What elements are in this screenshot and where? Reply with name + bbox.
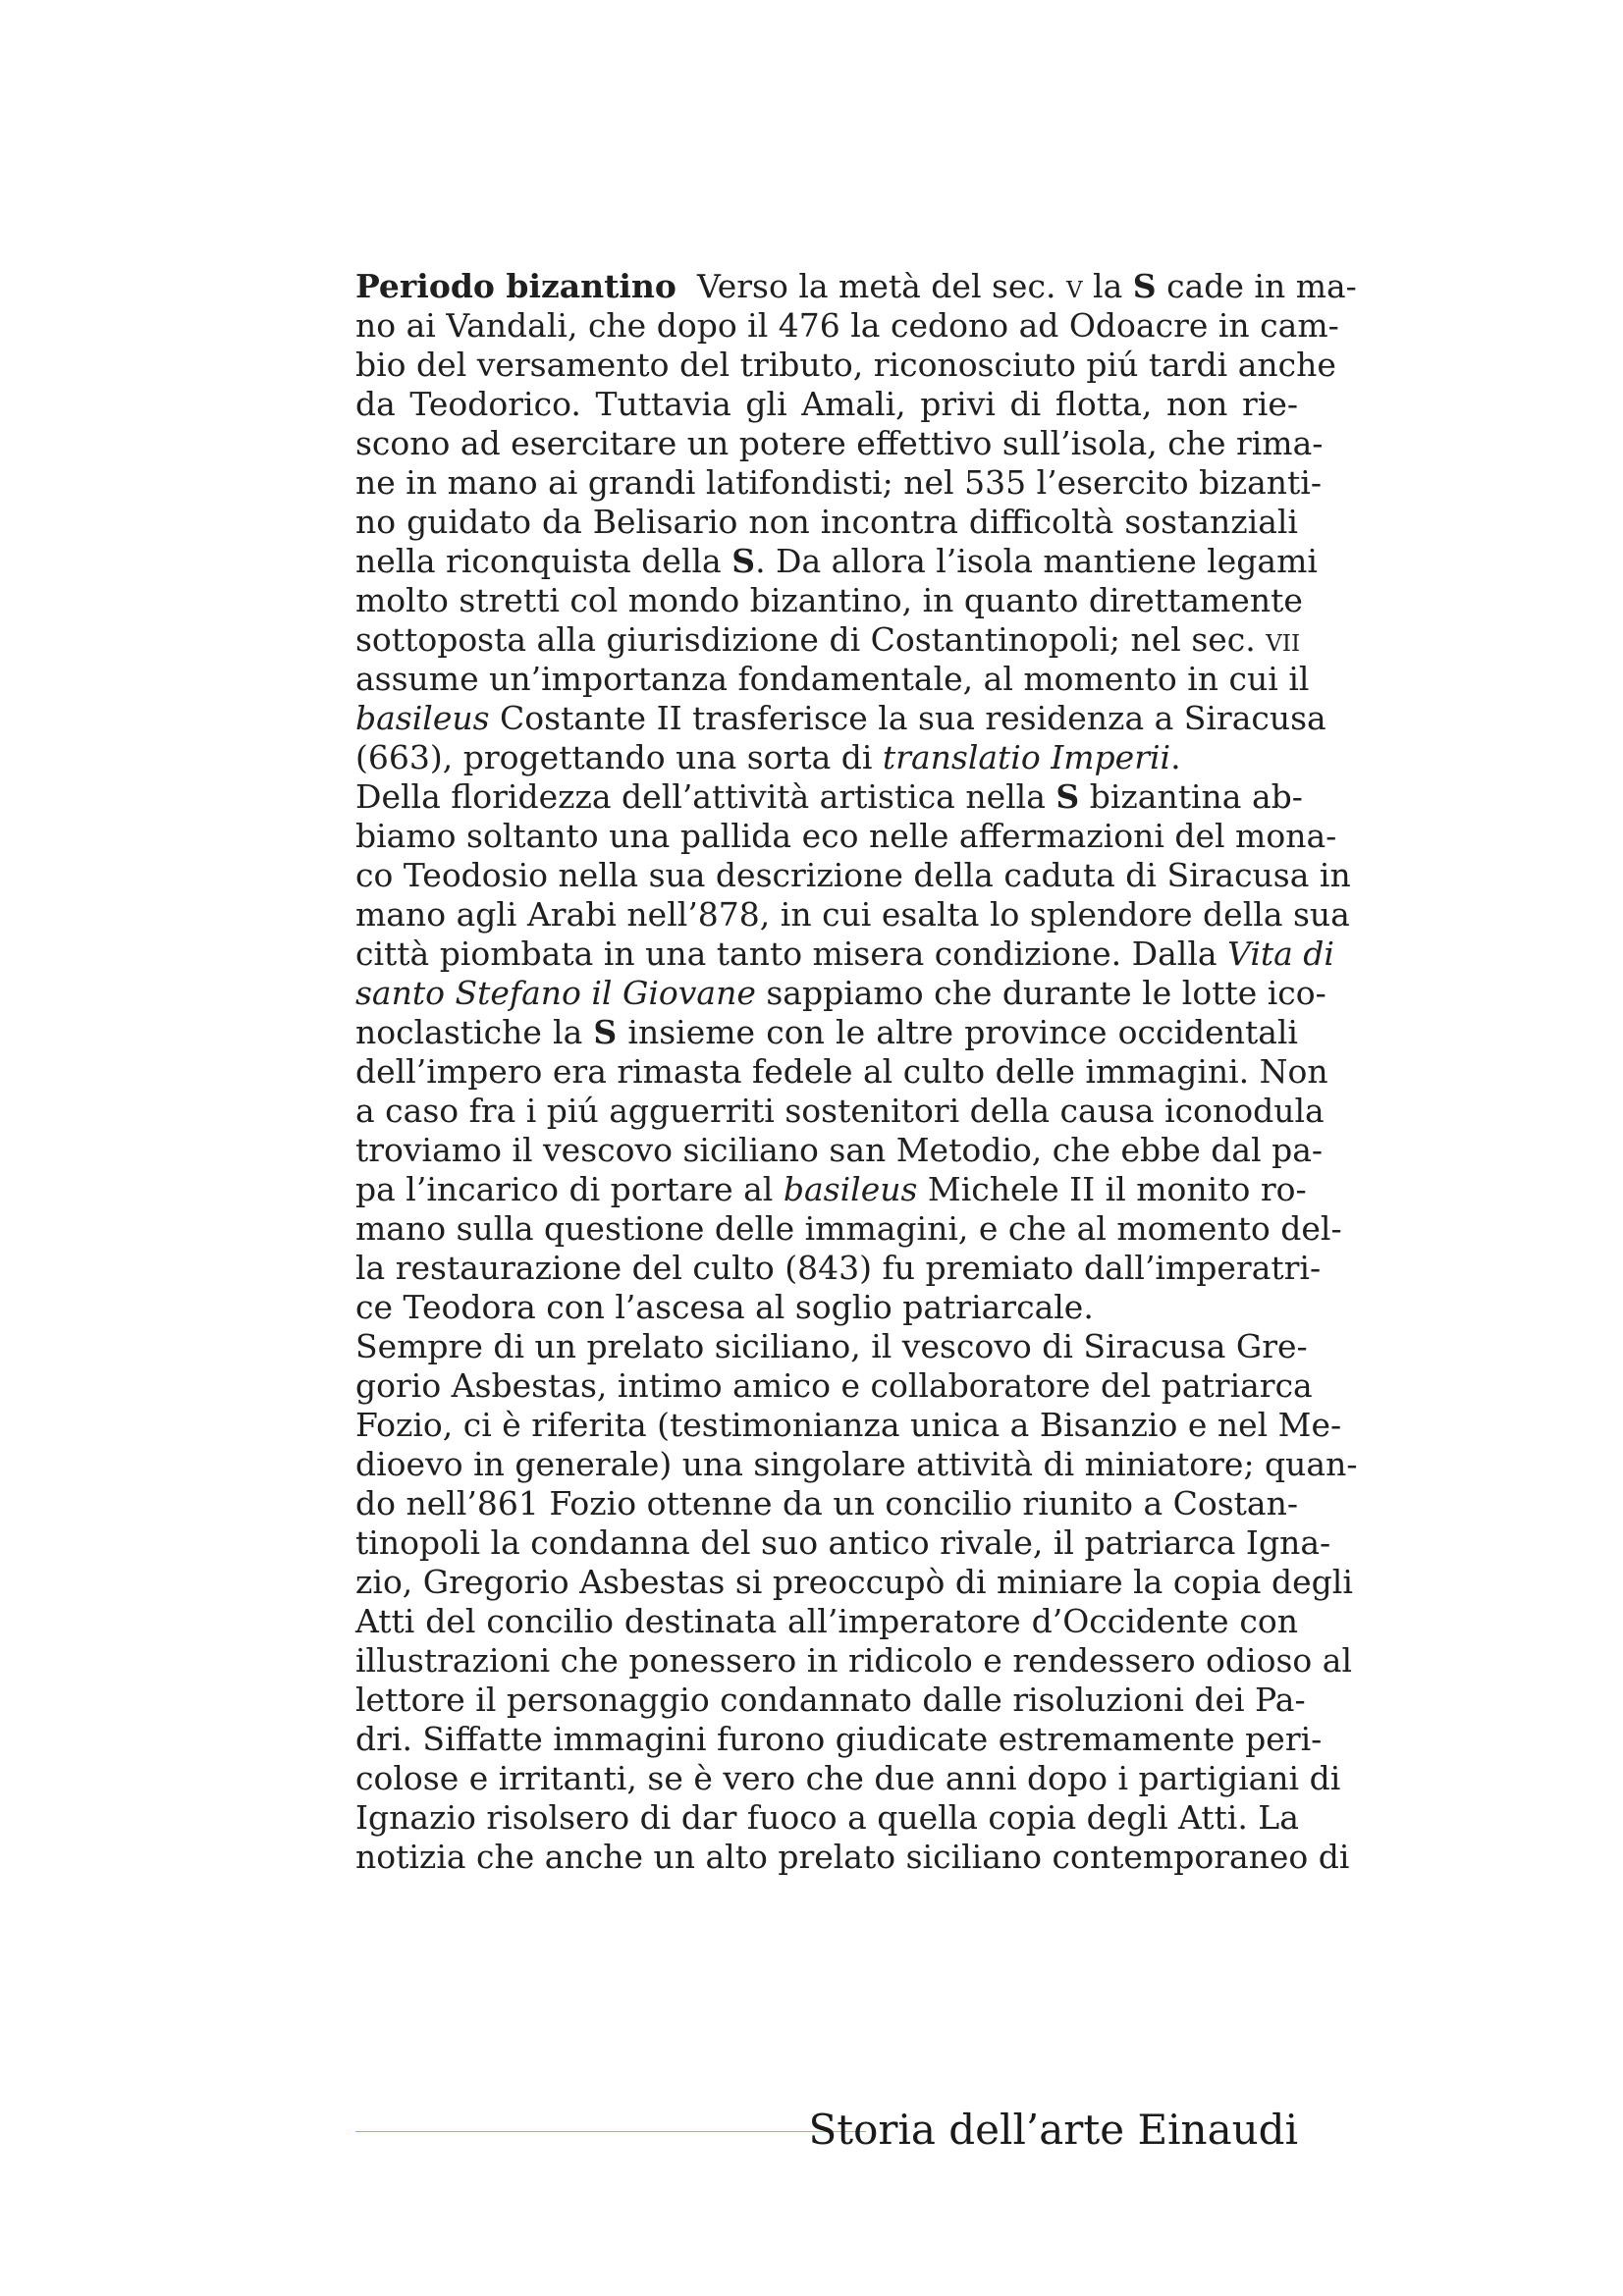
text-line: no ai Vandali, che dopo il 476 la cedono ad Odoacre in cam-	[355, 306, 1339, 345]
text-line: la restaurazione del culto (843) fu premiato dall’imperatri-	[355, 1249, 1322, 1287]
section-heading: Periodo bizantino	[355, 267, 676, 305]
text-line: Fozio, ci è riferita (testimonianza unica a Bisanzio e nel Me-	[355, 1406, 1342, 1444]
text-line: mano agli Arabi nell’878, in cui esalta lo splendore della sua	[355, 895, 1350, 934]
text-line: assume un’importanza fondamentale, al momento in cui il	[355, 660, 1310, 698]
text-line: do nell’861 Fozio ottenne da un concilio riunito a Costan-	[355, 1484, 1298, 1522]
text-line: molto stretti col mondo bizantino, in quanto direttamente	[355, 581, 1303, 619]
text-line: tinopoli la condanna del suo antico rivale, il patriarca Igna-	[355, 1523, 1331, 1562]
text-run: la	[1082, 267, 1133, 305]
text-line: ce Teodora con l’ascesa al soglio patriarcale.	[355, 1288, 1094, 1326]
text-run: Michele II il monito ro-	[917, 1170, 1307, 1208]
text-line	[355, 1013, 1298, 1052]
page-body	[355, 267, 1358, 1877]
text-line	[355, 620, 1301, 660]
sicily-abbrev: S	[1055, 777, 1080, 816]
text-line	[355, 699, 1326, 738]
text-run: . Da allora l’isola mantiene legami	[755, 542, 1318, 580]
text-line: illustrazioni che ponessero in ridicolo e rendessero odioso al	[355, 1641, 1352, 1680]
text-line	[355, 1170, 1307, 1209]
italic-term: Vita di	[1227, 934, 1334, 973]
text-line: da Teodorico. Tuttavia gli Amali, privi di flotta, non rie-	[355, 385, 1298, 423]
text-run: .	[1170, 738, 1181, 776]
text-line: dell’impero era rimasta fedele al culto delle immagini. Non	[355, 1052, 1328, 1091]
text-run: Costante II trasferisce la sua residenza a Siracusa	[489, 699, 1326, 737]
italic-term: santo Stefano il Giovane	[355, 974, 756, 1012]
text-run: pa l’incarico di portare al	[355, 1170, 784, 1208]
text-line: lettore il personaggio condannato dalle risoluzioni dei Pa-	[355, 1681, 1306, 1719]
text-line: co Teodosio nella sua descrizione della caduta di Siracusa in	[355, 856, 1351, 894]
italic-term: translatio Imperii	[882, 738, 1171, 776]
sicily-abbrev: S	[731, 542, 756, 580]
text-run: nella riconquista della	[355, 542, 732, 580]
text-line: biamo soltanto una pallida eco nelle affermazioni del mona-	[355, 817, 1337, 855]
text-line	[355, 542, 1318, 581]
sicily-abbrev: S	[593, 1013, 618, 1051]
text-line: Atti del concilio destinata all’imperatore d’Occidente con	[355, 1602, 1298, 1640]
italic-term: basileus	[355, 699, 490, 737]
text-line	[355, 974, 1326, 1013]
century-numeral: v	[1065, 267, 1083, 305]
text-line: scono ad esercitare un potere effettivo sull’isola, che rima-	[355, 424, 1324, 462]
footer-title: Storia dell’arte Einaudi	[808, 2106, 1298, 2154]
text-line: bio del versamento del tributo, riconosciuto piú tardi anche	[355, 346, 1336, 384]
text-line: ne in mano ai grandi latifondisti; nel 535 l’esercito bizanti-	[355, 463, 1323, 502]
text-line: troviamo il vescovo siciliano san Metodio, che ebbe dal pa-	[355, 1131, 1324, 1169]
text-run: bizantina ab-	[1079, 777, 1303, 816]
paragraph-1	[355, 267, 1357, 777]
text-line	[355, 267, 1357, 306]
text-run: (663), progettando una sorta di	[355, 738, 883, 776]
text-line: a caso fra i piú agguerriti sostenitori della causa iconodula	[355, 1092, 1325, 1130]
text-run: insieme con le altre province occidentali	[617, 1013, 1298, 1051]
text-run: sottoposta alla giurisdizione di Costantinopoli; nel sec.	[355, 620, 1267, 659]
paragraph-3	[355, 1327, 1358, 1877]
text-run: Della floridezza dell’attività artistica nella	[355, 777, 1056, 816]
text-line: dri. Siffatte immagini furono giudicate estremamente peri-	[355, 1720, 1323, 1758]
sicily-abbrev: S	[1132, 267, 1157, 305]
text-run: Verso la metà del sec.	[696, 267, 1066, 305]
page-footer	[355, 2101, 1298, 2160]
text-line: colose e irritanti, se è vero che due anni dopo i partigiani di	[355, 1759, 1341, 1797]
footer-rule	[355, 2131, 866, 2132]
text-run: noclastiche la	[355, 1013, 594, 1051]
text-line	[355, 777, 1303, 817]
text-line: dioevo in generale) una singolare attività di miniatore; quan-	[355, 1445, 1358, 1483]
italic-term: basileus	[783, 1170, 918, 1208]
text-line	[355, 738, 1298, 777]
text-line: no guidato da Belisario non incontra difficoltà sostanziali	[355, 503, 1298, 541]
century-numeral: vii	[1266, 620, 1301, 659]
text-line: gorio Asbestas, intimo amico e collaboratore del patriarca	[355, 1366, 1313, 1405]
text-line: notizia che anche un alto prelato siciliano contemporaneo di	[355, 1838, 1350, 1876]
text-line: mano sulla questione delle immagini, e che al momento del-	[355, 1209, 1342, 1248]
text-run: sappiamo che durante le lotte ico-	[755, 974, 1326, 1012]
text-line	[355, 934, 1334, 974]
text-run: città piombata in una tanto misera condizione. Dalla	[355, 934, 1228, 973]
paragraph-2	[355, 777, 1351, 1327]
text-line: Ignazio risolsero di dar fuoco a quella copia degli Atti. La	[355, 1798, 1299, 1837]
text-run: cade in ma-	[1156, 267, 1357, 305]
text-line: zio, Gregorio Asbestas si preoccupò di miniare la copia degli	[355, 1563, 1353, 1601]
text-line: Sempre di un prelato siciliano, il vescovo di Siracusa Gre-	[355, 1327, 1308, 1365]
